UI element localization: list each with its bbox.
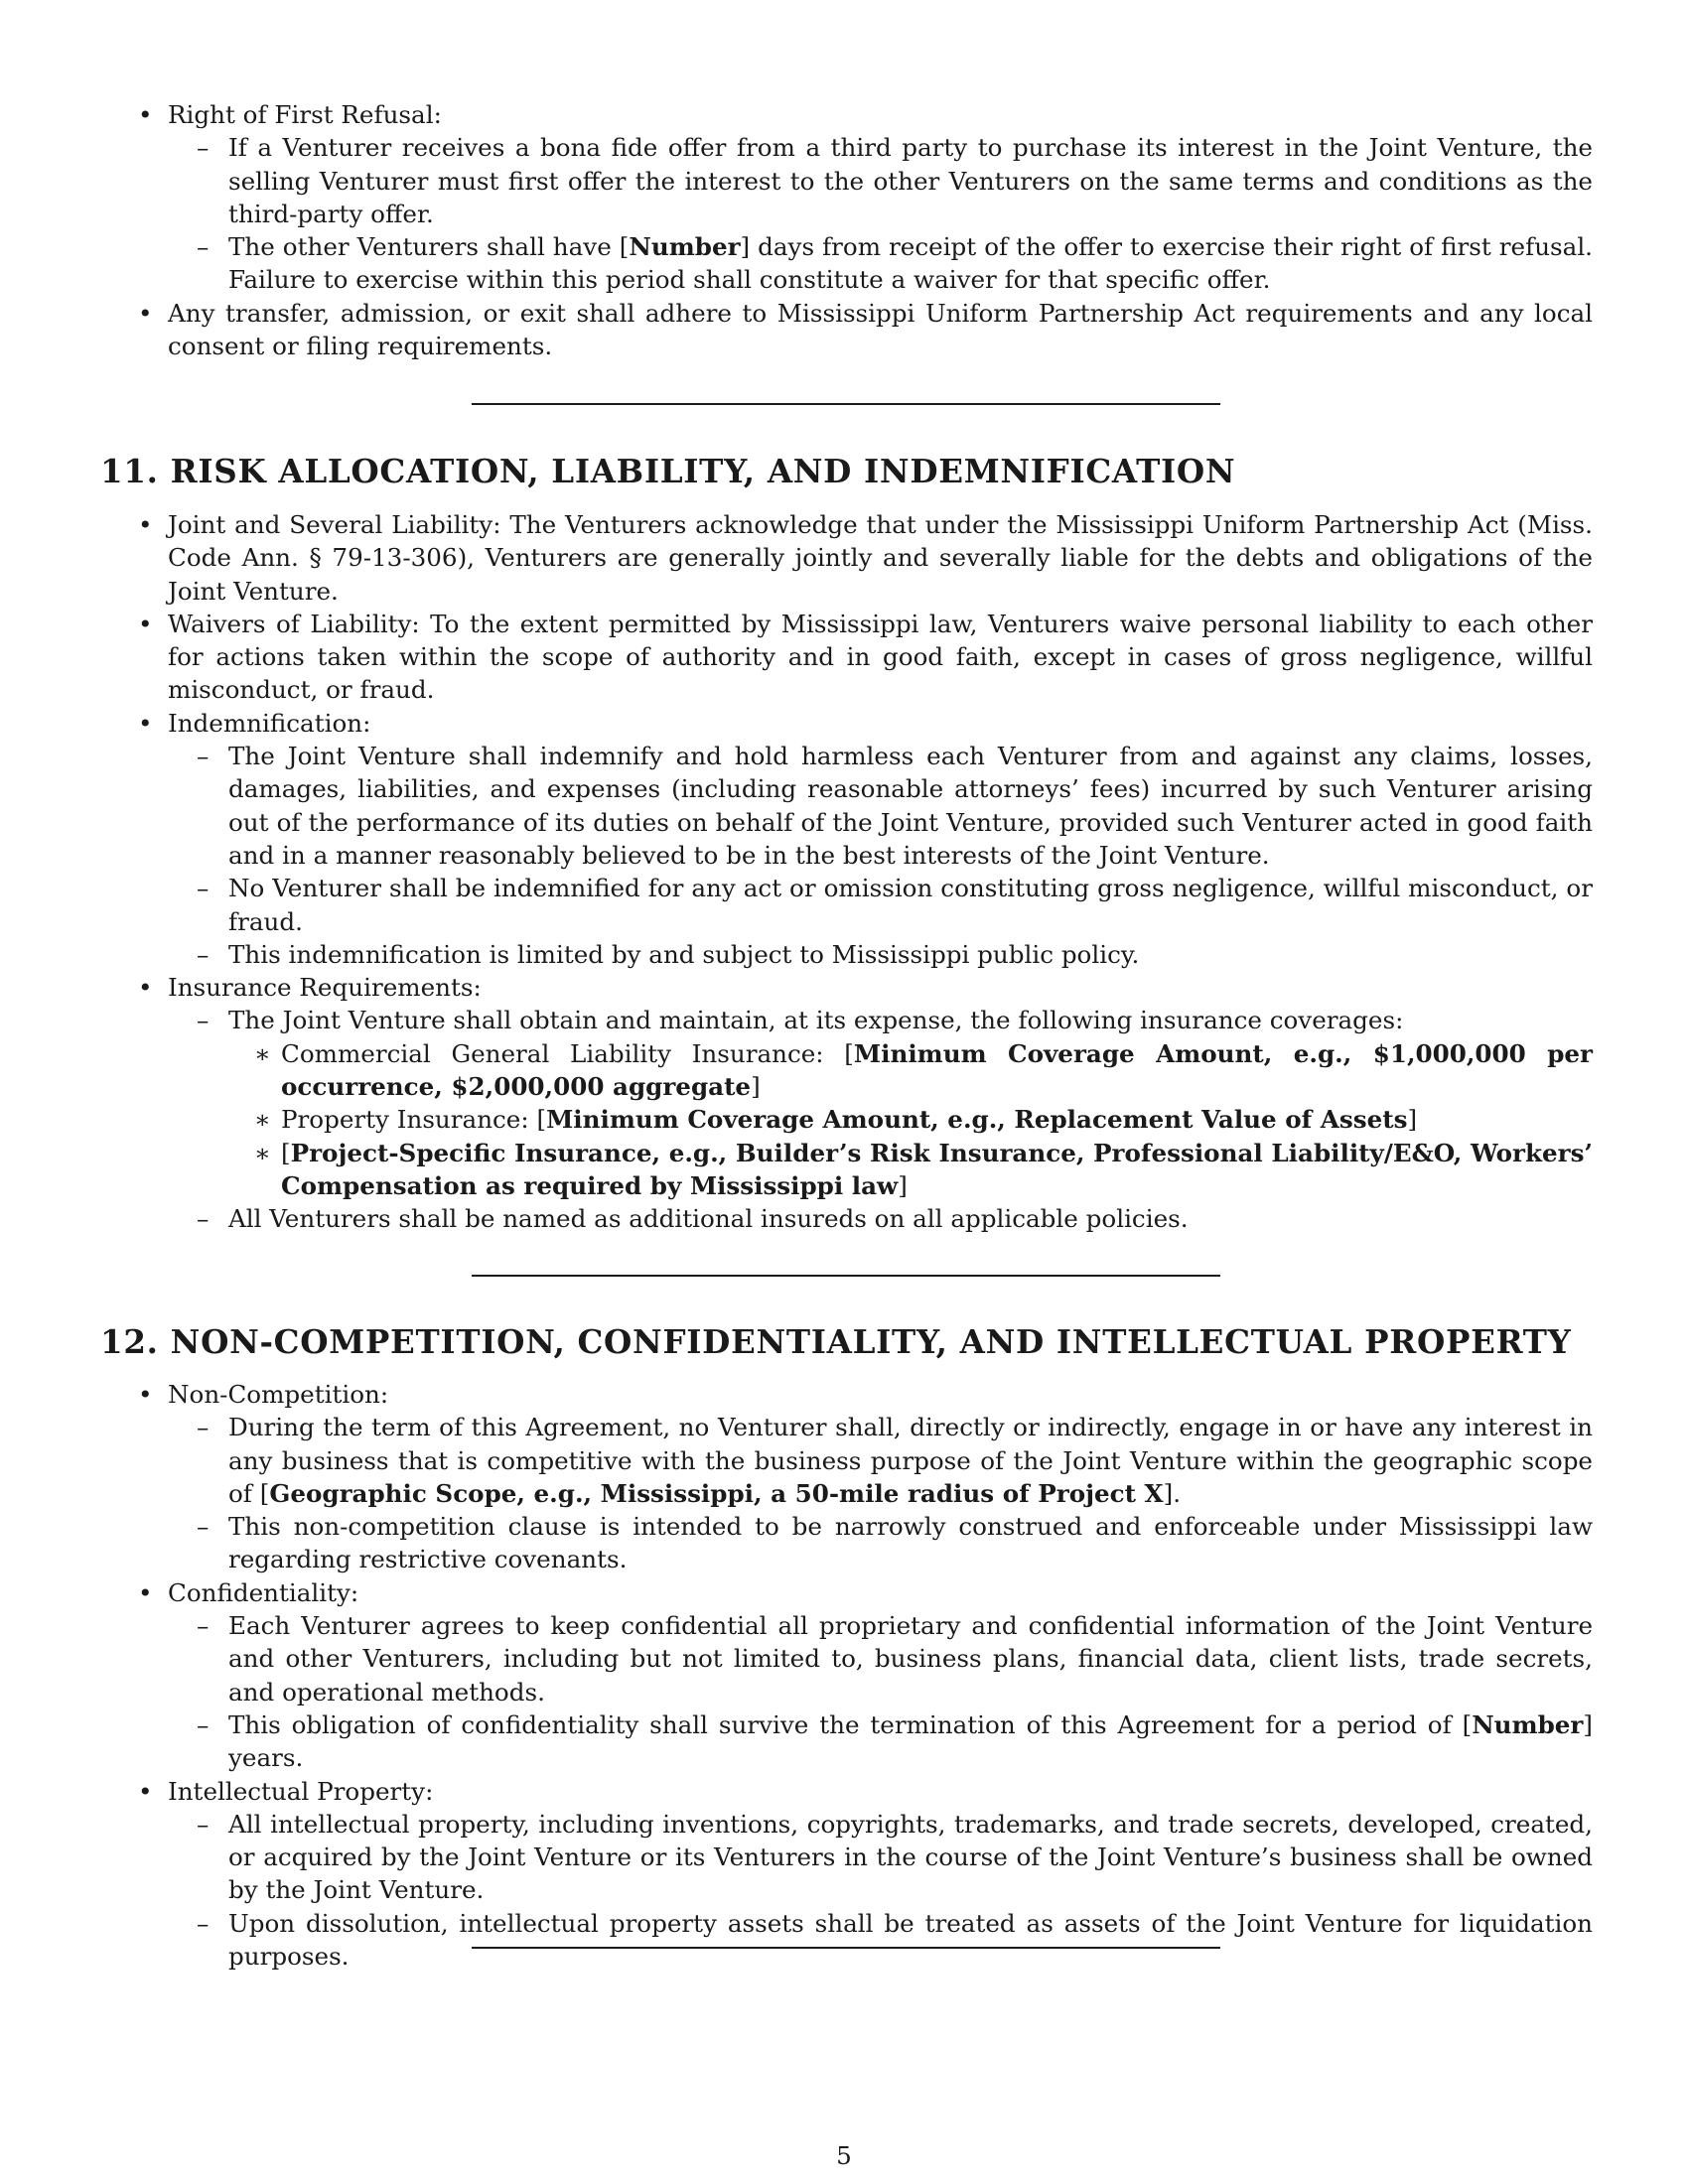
dash: – <box>197 742 210 771</box>
asterisk: ∗ <box>254 1038 271 1068</box>
placeholder-field: Minimum Coverage Amount, e.g., Replacement Value of Assets <box>546 1105 1408 1135</box>
item-text: The Joint Venture shall obtain and maintain, at its expense, the following insurance coverages: <box>228 1006 1404 1035</box>
item-text: This non-competition clause is intended to be narrowly construed and enforceable under Mississippi law regarding restrictive covenants. <box>228 1512 1593 1574</box>
list-item <box>100 938 1593 971</box>
list-item <box>100 1202 1593 1235</box>
list-item <box>100 508 1593 608</box>
item-text <box>281 1105 1417 1134</box>
list-item <box>100 1378 1593 1576</box>
list-item <box>100 608 1593 707</box>
text-run: During the term of this Agreement, no Venturer shall, directly or indirectly, engage in or have any interest in any business that is competitive with the business purpose of the Joint Venture within the geographic scope of [ <box>228 1413 1593 1508</box>
section-title: RISK ALLOCATION, LIABILITY, AND INDEMNIFICATION <box>170 452 1236 490</box>
list-item <box>100 1708 1593 1775</box>
section-number: 12. <box>100 1322 159 1361</box>
list-item <box>100 297 1593 363</box>
text-run: ] days from receipt of the offer to exercise their right of first refusal. Failure to exercise within this period shall constitute a waiver for that specific offer. <box>228 232 1594 295</box>
item-text: All intellectual property, including inventions, copyrights, trademarks, and trade secrets, developed, created, or acquired by the Joint Venture or its Venturers in the course of the Joint Venture’s business shall be owned by the Joint Venture. <box>228 1809 1593 1905</box>
dash: – <box>197 1512 210 1542</box>
dash: – <box>197 133 210 163</box>
text-run: ] <box>898 1170 908 1200</box>
dash: – <box>197 1809 210 1839</box>
section-divider <box>472 1275 1220 1277</box>
list-item <box>100 1775 1593 1974</box>
text-run: Property Insurance: [ <box>281 1105 547 1135</box>
section-11-list <box>100 508 1593 1236</box>
item-text: Waivers of Liability: To the extent permitted by Mississippi law, Venturers waive personal liability to each other for actions taken within the scope of authority and in good faith, except in cases of gross negligence, willful misconduct, or fraud. <box>168 609 1593 705</box>
page-number: 5 <box>836 2141 852 2170</box>
list-item <box>100 1103 1593 1136</box>
item-text: The Joint Venture shall indemnify and hold harmless each Venturer from and against any claims, losses, damages, liabilities, and expenses (including reasonable attorneys’ fees) incurred by such Venturer arising out of the performance of its duties on behalf of the Joint Venture, provided such Venturer acted in good faith and in a manner reasonably believed to be in the best interests of the Joint Venture. <box>228 742 1593 870</box>
list-item <box>100 707 1593 971</box>
section-heading-11 <box>100 452 1235 491</box>
placeholder-field: Minimum Coverage Amount, e.g., $1,000,000 per occurrence, $2,000,000 aggregate <box>281 1038 1593 1102</box>
text-run: ] years. <box>228 1709 1593 1773</box>
placeholder-field: Project-Specific Insurance, e.g., Builder’s Risk Insurance, Professional Liability/E&O, Workers’ Compensation as required by Mississippi law <box>281 1138 1593 1200</box>
item-text: All Venturers shall be named as additional insureds on all applicable policies. <box>228 1204 1189 1234</box>
item-text <box>228 1710 1593 1772</box>
list-item <box>100 230 1593 297</box>
list-item <box>100 1510 1593 1576</box>
list-item <box>100 131 1593 230</box>
section-title: NON-COMPETITION, CONFIDENTIALITY, AND INTELLECTUAL PROPERTY <box>170 1322 1572 1361</box>
list-item <box>100 1004 1593 1202</box>
item-label: Intellectual Property: <box>168 1776 434 1806</box>
list-item <box>100 1037 1593 1104</box>
item-text <box>281 1039 1593 1101</box>
item-text <box>228 232 1593 294</box>
list-item <box>100 1576 1593 1775</box>
text-run: The other Venturers shall have [ <box>228 232 630 262</box>
item-label: Indemnification: <box>168 708 371 738</box>
bullet: • <box>138 973 153 1003</box>
item-text: This indemnification is limited by and subject to Mississippi public policy. <box>228 939 1140 969</box>
item-text: If a Venturer receives a bona fide offer from a third party to purchase its interest in the Joint Venture, the selling Venturer must first offer the interest to the other Venturers on the same terms and conditions as the third-party offer. <box>228 133 1593 228</box>
list-item <box>100 1907 1593 1974</box>
list-item <box>100 1137 1593 1203</box>
text-run: This obligation of confidentiality shall survive the termination of this Agreement for a period of [ <box>228 1709 1473 1739</box>
item-text <box>228 1413 1593 1508</box>
bullet: • <box>138 708 153 738</box>
item-text: Each Venturer agrees to keep confidential all proprietary and confidential information of the Joint Venture and other Venturers, including but not limited to, business plans, financial data, client lists, trade secrets, and operational methods. <box>228 1611 1593 1706</box>
dash: – <box>197 1413 210 1442</box>
item-text: Any transfer, admission, or exit shall adhere to Mississippi Uniform Partnership Act requirements and any local consent or filing requirements. <box>168 298 1593 361</box>
bullet: • <box>138 1380 153 1409</box>
dash: – <box>197 874 210 903</box>
transfer-provisions-list <box>100 98 1593 362</box>
section-divider <box>472 403 1220 405</box>
bullet: • <box>138 100 153 129</box>
dash: – <box>197 1204 210 1234</box>
dash: – <box>197 1006 210 1035</box>
placeholder-field: Number <box>629 232 741 262</box>
dash: – <box>197 939 210 969</box>
dash: – <box>197 1611 210 1641</box>
dash: – <box>197 1908 210 1938</box>
item-label: Confidentiality: <box>168 1577 359 1607</box>
item-label: Insurance Requirements: <box>168 973 482 1003</box>
asterisk: ∗ <box>254 1138 271 1167</box>
bullet: • <box>138 1577 153 1607</box>
list-item <box>100 1609 1593 1708</box>
section-12-list <box>100 1378 1593 1973</box>
dash: – <box>197 1709 210 1739</box>
bullet: • <box>138 1776 153 1806</box>
list-item <box>100 1808 1593 1907</box>
list-item <box>100 1411 1593 1510</box>
list-item <box>100 740 1593 872</box>
bullet: • <box>138 609 153 638</box>
section-number: 11. <box>100 452 159 490</box>
section-divider <box>472 1947 1220 1949</box>
section-heading-12 <box>100 1322 1572 1362</box>
item-text: Upon dissolution, intellectual property assets shall be treated as assets of the Joint Venture for liquidation purposes. <box>228 1908 1593 1972</box>
item-text: Joint and Several Liability: The Venturers acknowledge that under the Mississippi Uniform Partnership Act (Miss. Code Ann. § 79-13-306), Venturers are generally jointly and severally liable for the debts and obligations of the Joint Venture. <box>168 510 1593 606</box>
placeholder-field: Number <box>1472 1709 1584 1739</box>
placeholder-field: Geographic Scope, e.g., Mississippi, a 50-mile radius of Project X <box>269 1478 1164 1508</box>
list-item <box>100 872 1593 938</box>
item-text: No Venturer shall be indemnified for any act or omission constituting gross negligence, willful misconduct, or fraud. <box>228 874 1593 936</box>
dash: – <box>197 232 210 262</box>
item-label: Right of First Refusal: <box>168 100 442 129</box>
bullet: • <box>138 510 153 539</box>
asterisk: ∗ <box>254 1105 271 1135</box>
item-label: Non-Competition: <box>168 1380 389 1409</box>
list-item <box>100 98 1593 297</box>
text-run: ] <box>751 1072 761 1102</box>
text-run: ] <box>1407 1105 1418 1135</box>
text-run: ]. <box>1163 1478 1182 1508</box>
text-run: Commercial General Liability Insurance: [ <box>281 1038 854 1068</box>
list-item <box>100 971 1593 1235</box>
bullet: • <box>138 298 153 328</box>
item-text <box>281 1139 1593 1200</box>
text-run: [ <box>281 1138 291 1167</box>
